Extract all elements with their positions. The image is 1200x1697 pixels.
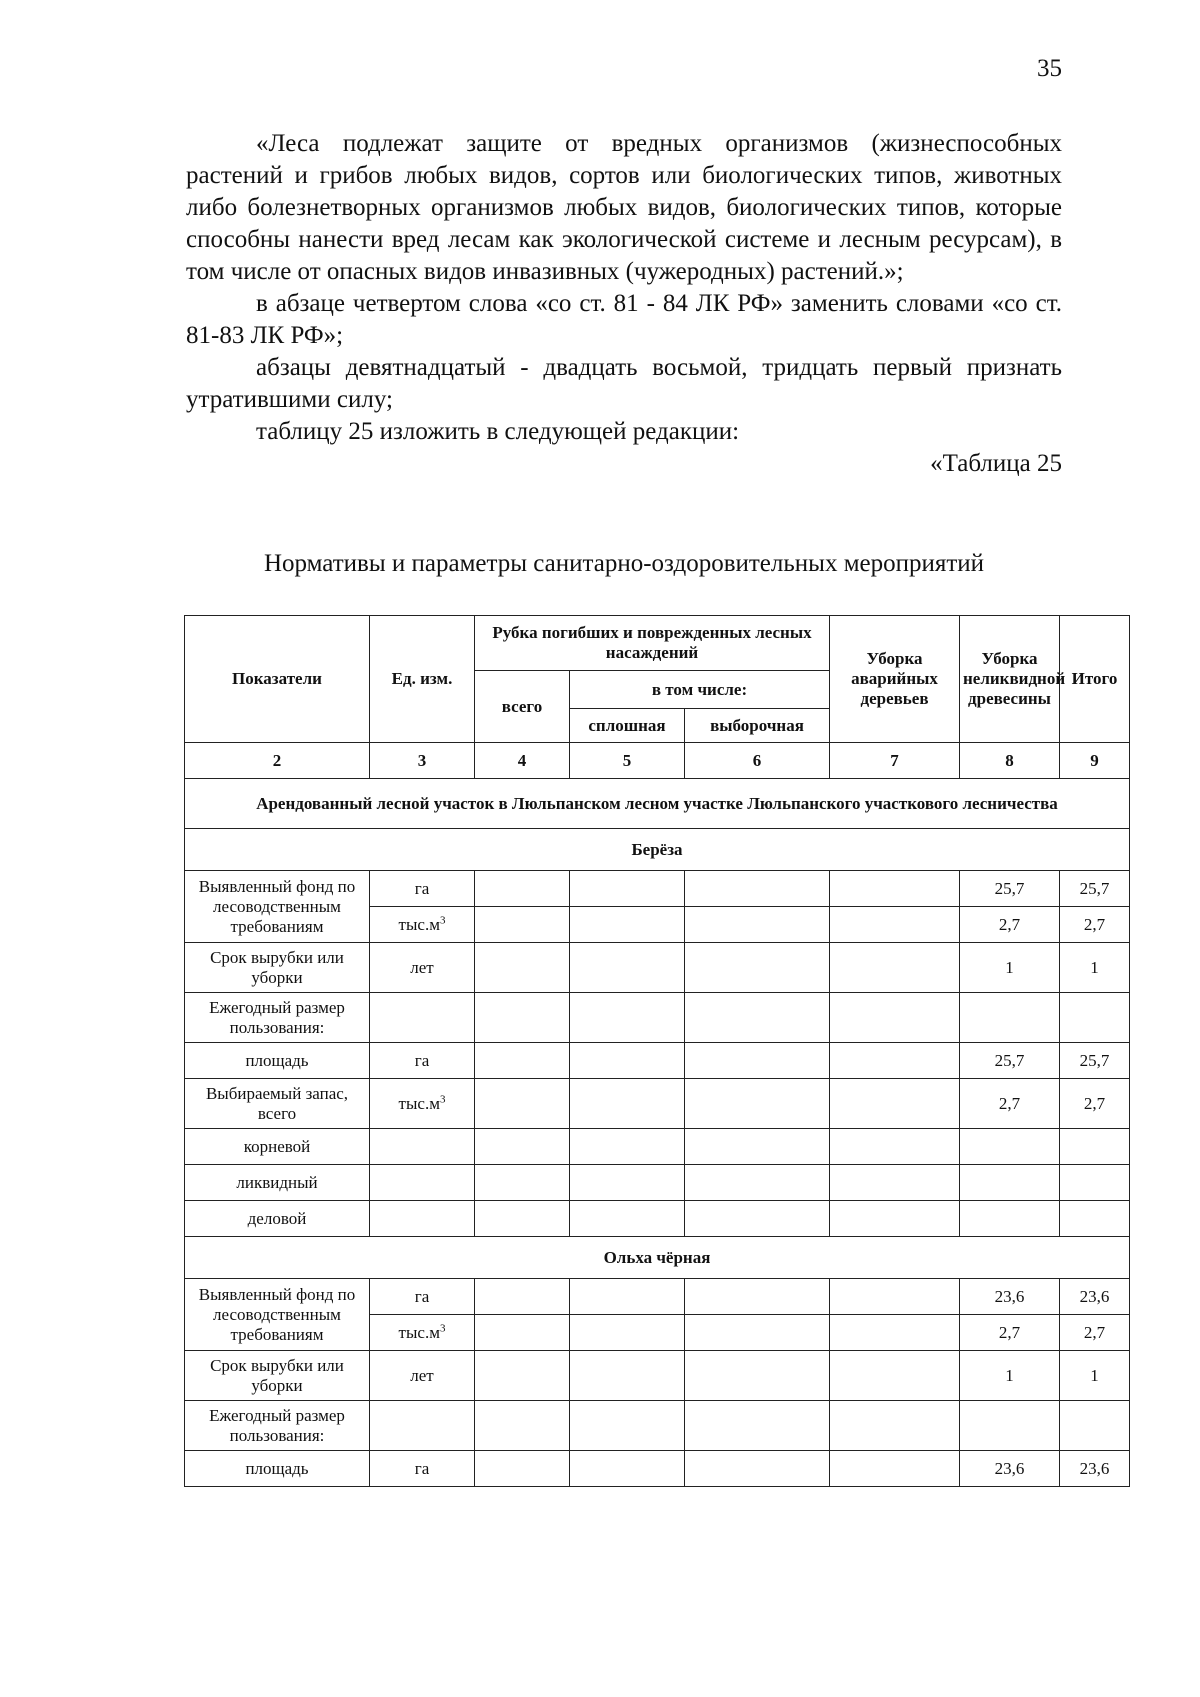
table-label: «Таблица 25 — [930, 450, 1062, 477]
section-row — [185, 779, 1130, 829]
header-selective-felling: выборочная — [685, 709, 830, 743]
header-emergency-trees: Уборка аварийных деревьев — [830, 616, 960, 743]
table-row — [185, 1201, 1130, 1237]
table-row — [185, 1043, 1130, 1079]
species-row — [185, 829, 1130, 871]
value-cell: 23,6 — [1060, 1279, 1130, 1315]
header-felling-total: всего — [475, 671, 570, 743]
row-label: корневой — [185, 1129, 370, 1165]
table-row — [185, 993, 1130, 1043]
unit-cell: га — [370, 1279, 475, 1315]
row-label: площадь — [185, 1451, 370, 1487]
paragraph-abzac-4: в абзаце четвертом слова «со ст. 81 - 84 ЛК РФ» заменить словами «со ст. 81-83 ЛК РФ»; — [186, 290, 1062, 349]
row-label: Ежегодный размер пользования: — [185, 1401, 370, 1451]
header-felling: Рубка погибших и поврежденных лесных насаждений — [475, 616, 830, 671]
header-clear-felling: сплошная — [570, 709, 685, 743]
page-number: 35 — [1037, 55, 1062, 82]
row-label: Срок вырубки или уборки — [185, 1351, 370, 1401]
header-unit: Ед. изм. — [370, 616, 475, 743]
value-cell: 2,7 — [1060, 907, 1130, 943]
table-row — [185, 1401, 1130, 1451]
column-number: 5 — [570, 743, 685, 779]
value-cell: 25,7 — [1060, 1043, 1130, 1079]
row-label: Выявленный фонд по лесоводственным требованиям — [185, 871, 370, 943]
column-number: 4 — [475, 743, 570, 779]
unit-cell: $тыс.м^3$ — [370, 1315, 475, 1351]
value-cell: 1 — [1060, 943, 1130, 993]
table-title: Нормативы и параметры санитарно-оздоровительных мероприятий — [263, 550, 985, 577]
value-cell: 25,7 — [1060, 871, 1130, 907]
unit-cell: га — [370, 871, 475, 907]
unit-cell: $тыс.м^3$ — [370, 907, 475, 943]
value-cell: 1 — [960, 943, 1060, 993]
value-cell: 23,6 — [960, 1279, 1060, 1315]
table-row — [185, 871, 1130, 907]
unit-cell: га — [370, 1451, 475, 1487]
column-number: 8 — [960, 743, 1060, 779]
header-row-1 — [185, 616, 1130, 671]
row-label: ликвидный — [185, 1165, 370, 1201]
column-number-row — [185, 743, 1130, 779]
value-cell: 1 — [960, 1351, 1060, 1401]
unit-cell: лет — [370, 943, 475, 993]
body-text — [186, 128, 1062, 480]
table-row — [185, 1279, 1130, 1315]
value-cell: 25,7 — [960, 1043, 1060, 1079]
column-number: 9 — [1060, 743, 1130, 779]
table-row — [185, 1351, 1130, 1401]
value-cell: 23,6 — [1060, 1451, 1130, 1487]
value-cell: 2,7 — [960, 1315, 1060, 1351]
table-row — [185, 1451, 1130, 1487]
table-row — [185, 1165, 1130, 1201]
table-row — [185, 943, 1130, 993]
value-cell: 2,7 — [1060, 1079, 1130, 1129]
value-cell: 2,7 — [960, 1079, 1060, 1129]
value-cell: 2,7 — [1060, 1315, 1130, 1351]
row-label: Выбираемый запас, всего — [185, 1079, 370, 1129]
column-number: 6 — [685, 743, 830, 779]
unit-cell: га — [370, 1043, 475, 1079]
row-label: площадь — [185, 1043, 370, 1079]
value-cell: 25,7 — [960, 871, 1060, 907]
header-total: Итого — [1060, 616, 1130, 743]
species-name: Берёза — [185, 829, 1130, 871]
row-label: Ежегодный размер пользования: — [185, 993, 370, 1043]
table-row — [185, 1079, 1130, 1129]
header-including: в том числе: — [570, 671, 830, 709]
header-illiquid-wood: Уборка неликвидной древесины — [960, 616, 1060, 743]
paragraph-quote: «Леса подлежат защите от вредных организмов (жизнеспособных растений и грибов любых видов, сортов или биологических типов, животных либо болезнетворных организмов любых видов, биологических типов, которые способны нанести вред лесам как экологической системе и лесным ресурсам), в том числе от опасных видов инвазивных (чужеродных) растений.»; — [186, 130, 1062, 285]
unit-cell: лет — [370, 1351, 475, 1401]
value-cell: 1 — [1060, 1351, 1130, 1401]
section-title: Арендованный лесной участок в Люльпанском лесном участке Люльпанского участкового лесничества — [185, 779, 1130, 829]
value-cell: 2,7 — [960, 907, 1060, 943]
header-indicators: Показатели — [185, 616, 370, 743]
value-cell: 23,6 — [960, 1451, 1060, 1487]
row-label: Выявленный фонд по лесоводственным требованиям — [185, 1279, 370, 1351]
row-label: Срок вырубки или уборки — [185, 943, 370, 993]
norms-table — [184, 615, 1130, 1487]
paragraph-table-25: таблицу 25 изложить в следующей редакции: — [256, 418, 740, 445]
species-row — [185, 1237, 1130, 1279]
paragraph-abzacy-19-28: абзацы девятнадцатый - двадцать восьмой, тридцать первый признать утратившими силу; — [186, 354, 1062, 413]
row-label: деловой — [185, 1201, 370, 1237]
column-number: 3 — [370, 743, 475, 779]
column-number: 7 — [830, 743, 960, 779]
unit-cell: $тыс.м^3$ — [370, 1079, 475, 1129]
table-row — [185, 1129, 1130, 1165]
species-name: Ольха чёрная — [185, 1237, 1130, 1279]
column-number: 2 — [185, 743, 370, 779]
